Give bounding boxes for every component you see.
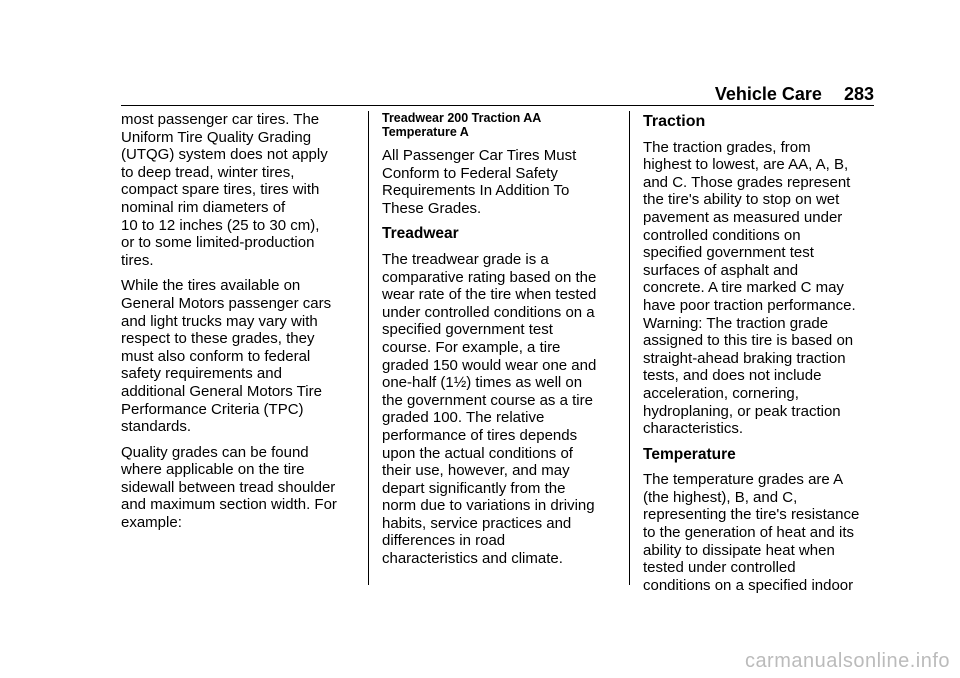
treadwear-paragraph [382, 251, 618, 568]
section-title: Vehicle Care [714, 84, 822, 104]
text-line: (the highest), B, and C, [643, 488, 798, 506]
text-line: Warning: The traction grade [643, 314, 829, 332]
text-line: conditions on a specified indoor [643, 576, 854, 594]
text-line: must also conform to federal [121, 347, 311, 365]
column-2 [382, 111, 618, 576]
text-line: respect to these grades, they [121, 330, 315, 348]
text-line: 10 to 12 inches (25 to 30 cm), [121, 216, 320, 234]
text-line: representing the tire's resistance [643, 506, 860, 524]
text-line: General Motors passenger cars [121, 294, 332, 312]
text-line: Uniform Tire Quality Grading [121, 128, 312, 146]
text-line: differences in road [382, 532, 506, 550]
column-1 [121, 111, 357, 540]
traction-paragraph [643, 139, 879, 438]
text-line: or to some limited-production [121, 234, 315, 252]
text-line: depart significantly from the [382, 479, 566, 497]
text-line: sidewall between tread shoulder [121, 478, 336, 496]
text-line: most passenger car tires. The [121, 111, 320, 128]
text-line: acceleration, cornering, [643, 384, 799, 402]
column-divider [368, 111, 369, 585]
text-line: compact spare tires, tires with [121, 181, 320, 199]
text-line: course. For example, a tire [382, 338, 561, 356]
text-line: specified government test [643, 244, 814, 262]
text-line: to deep tread, winter tires, [121, 163, 295, 181]
text-line: Performance Criteria (TPC) [121, 400, 304, 418]
grade-example [382, 111, 618, 139]
text-line: While the tires available on [121, 277, 301, 295]
text-line: graded 100. The relative [382, 409, 545, 427]
text-line: and C. Those grades represent [643, 173, 851, 191]
text-line: Treadwear 200 Traction AA [382, 111, 542, 125]
text-line: to the generation of heat and its [643, 524, 854, 542]
traction-heading: Traction [643, 113, 706, 130]
treadwear-heading: Treadwear [382, 225, 459, 243]
text-line: Conform to Federal Safety [382, 164, 558, 182]
text-line: tires. [121, 251, 154, 269]
federal-requirements-notice [382, 147, 618, 217]
page-number: 283 [843, 84, 874, 104]
text-line: and maximum section width. For [121, 496, 337, 514]
header-rule [121, 105, 874, 106]
paragraph-gm-tpc [121, 277, 357, 435]
column-3 [643, 111, 879, 602]
temperature-paragraph [643, 471, 879, 594]
text-line: tests, and does not include [643, 367, 822, 385]
text-line: The temperature grades are A [643, 471, 844, 489]
page-header [715, 84, 874, 105]
text-line: (UTQG) system does not apply [121, 146, 328, 164]
text-line: These Grades. [382, 199, 482, 217]
text-line: All Passenger Car Tires Must [382, 147, 577, 164]
text-line: Quality grades can be found [121, 443, 309, 461]
text-line: comparative rating based on the [382, 268, 597, 286]
text-line: the tire's ability to stop on wet [643, 191, 840, 209]
text-line: one-half (1½) times as well on [382, 374, 583, 392]
paragraph-utqg-scope [121, 111, 357, 269]
text-line: The traction grades, from [643, 138, 811, 156]
text-line: under controlled conditions on a [382, 303, 595, 321]
text-line: standards. [121, 418, 192, 436]
text-line: The treadwear grade is a [382, 250, 549, 268]
text-line: Requirements In Addition To [382, 182, 570, 200]
text-line: example: [121, 514, 182, 532]
text-line: surfaces of asphalt and [643, 261, 799, 279]
text-line: nominal rim diameters of [121, 198, 286, 216]
text-line: characteristics and climate. [382, 550, 563, 568]
text-line: highest to lowest, are AA, A, B, [643, 156, 849, 174]
text-line: specified government test [382, 321, 553, 339]
text-line: ability to dissipate heat when [643, 541, 835, 559]
text-line: performance of tires depends [382, 426, 578, 444]
text-line: safety requirements and [121, 365, 282, 383]
text-line: their use, however, and may [382, 462, 570, 480]
text-line: wear rate of the tire when tested [382, 286, 597, 304]
column-divider [629, 111, 630, 585]
paragraph-quality-grades-location [121, 444, 357, 532]
text-line: pavement as measured under [643, 208, 843, 226]
text-line: assigned to this tire is based on [643, 332, 854, 350]
text-line: concrete. A tire marked C may [643, 279, 844, 297]
text-line: the government course as a tire [382, 391, 593, 409]
text-line: characteristics. [643, 420, 744, 438]
text-line: straight-ahead braking traction [643, 349, 846, 367]
text-line: norm due to variations in driving [382, 497, 595, 515]
watermark: carmanualsonline.info [744, 650, 950, 672]
text-line: habits, service practices and [382, 514, 572, 532]
text-line: where applicable on the tire [121, 461, 305, 479]
text-line: controlled conditions on [643, 226, 801, 244]
text-line: additional General Motors Tire [121, 382, 322, 400]
text-line: Temperature A [382, 125, 469, 139]
text-line: hydroplaning, or peak traction [643, 402, 841, 420]
text-line: tested under controlled [643, 559, 796, 577]
text-line: upon the actual conditions of [382, 444, 573, 462]
temperature-heading: Temperature [643, 445, 736, 463]
text-line: graded 150 would wear one and [382, 356, 597, 374]
text-line: and light trucks may vary with [121, 312, 318, 330]
text-line: have poor traction performance. [643, 296, 856, 314]
